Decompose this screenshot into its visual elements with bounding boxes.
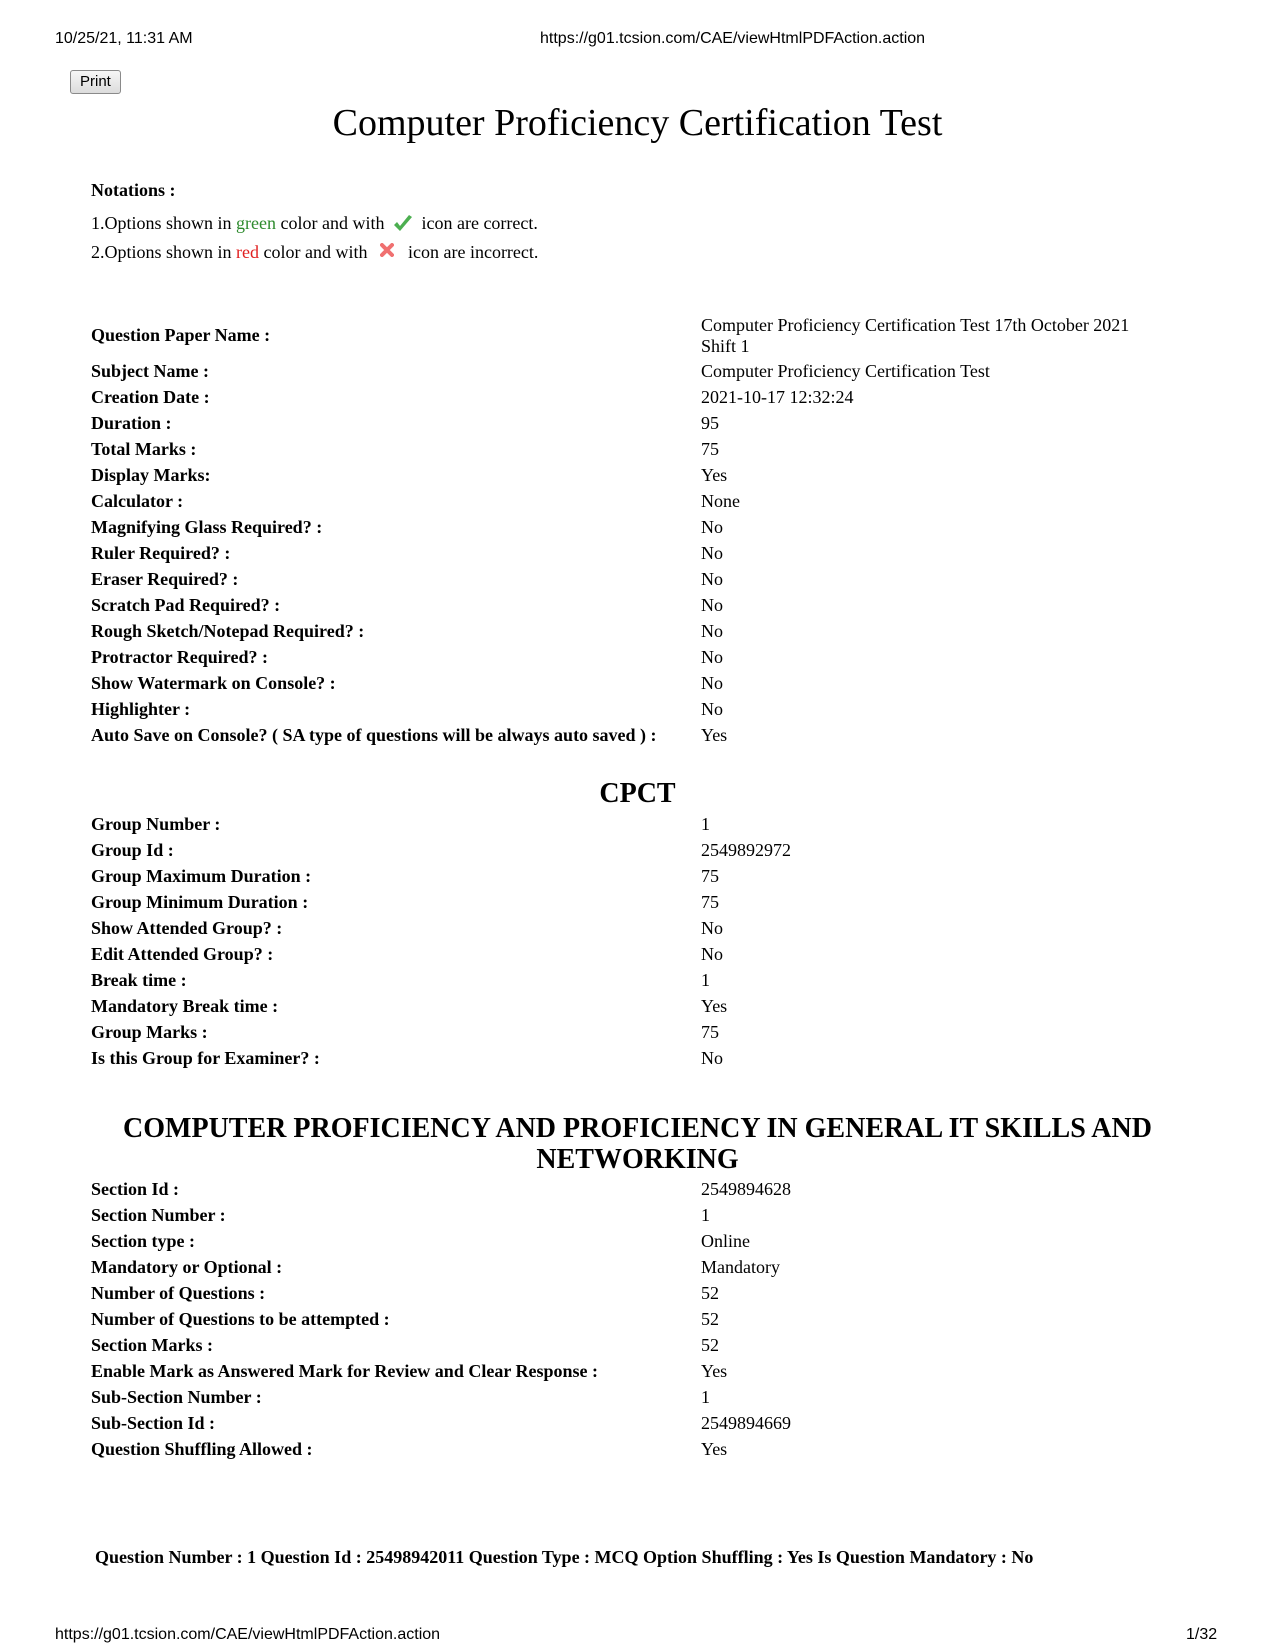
info-value: 1 [701,969,710,990]
info-label: Subject Name : [91,360,209,381]
info-value: 75 [701,438,719,459]
info-value: 1 [701,813,710,834]
info-label: Section Marks : [91,1334,213,1355]
info-value: No [701,917,723,938]
info-value: No [701,646,723,667]
info-row [91,384,1161,410]
info-row [91,1410,791,1436]
info-row [91,1202,791,1228]
question-header-line: Question Number : 1 Question Id : 25498942011 Question Type : MCQ Option Shuffling : Yes Is Question Mandatory : No [95,1547,1034,1567]
notation-incorrect-post: icon are incorrect. [407,242,539,262]
info-label: Magnifying Glass Required? : [91,516,323,537]
page-title: Computer Proficiency Certification Test [332,102,943,144]
info-label: Ruler Required? : [91,542,231,563]
info-value: Yes [701,1438,728,1459]
notation-incorrect [91,238,538,267]
x-icon [380,241,394,255]
notation-incorrect-mid: color and with [259,242,372,262]
info-label: Sub-Section Id : [91,1412,216,1433]
group-title: CPCT [599,778,676,809]
info-row [91,670,1161,696]
info-value: Online [701,1230,750,1251]
info-row [91,1358,791,1384]
info-row [91,1176,791,1202]
paper-info-table [91,313,1161,748]
info-value: Yes [701,464,728,485]
info-label: Group Number : [91,813,221,834]
info-label: Section Number : [91,1204,226,1225]
info-row [91,967,791,993]
info-row [91,1254,791,1280]
section-info-table [91,1176,791,1462]
info-value: No [701,542,723,563]
check-icon [393,215,413,233]
info-value: No [701,568,723,589]
notation-correct-post: icon are correct. [416,213,538,233]
info-row [91,358,1161,384]
info-row [91,993,791,1019]
info-row [91,696,1161,722]
info-value: No [701,1047,723,1068]
notations-title: Notations : [91,180,176,200]
info-value: 2549892972 [701,839,791,860]
notation-green-word: green [236,213,276,233]
info-value: 2549894628 [701,1178,791,1199]
info-row [91,722,1161,748]
print-button[interactable]: Print [70,70,121,94]
info-value: No [701,943,723,964]
info-value: Yes [701,1360,728,1381]
info-value: None [701,490,740,511]
info-label: Calculator : [91,490,184,511]
info-label: Eraser Required? : [91,568,239,589]
info-value: No [701,620,723,641]
info-row [91,488,1161,514]
info-label: Sub-Section Number : [91,1386,262,1407]
info-value: Computer Proficiency Certification Test [701,360,990,381]
info-value: 75 [701,891,719,912]
info-row [91,566,1161,592]
info-value: 2549894669 [701,1412,791,1433]
info-value: No [701,698,723,719]
info-value: 95 [701,412,719,433]
notation-correct-mid: color and with [276,213,389,233]
info-value: 75 [701,865,719,886]
info-label: Group Minimum Duration : [91,891,309,912]
info-value: 52 [701,1308,719,1329]
section-title: COMPUTER PROFICIENCY AND PROFICIENCY IN GENERAL IT SKILLS AND NETWORKING [123,1113,1152,1175]
info-row [91,1045,791,1071]
info-label: Enable Mark as Answered Mark for Review and Clear Response : [91,1360,598,1381]
info-label: Section Id : [91,1178,180,1199]
info-value: Computer Proficiency Certification Test 17th October 2021 Shift 1 [701,314,1130,356]
info-row [91,592,1161,618]
print-header-url: https://g01.tcsion.com/CAE/viewHtmlPDFAction.action [540,30,926,47]
info-row [91,313,1161,358]
info-label: Show Attended Group? : [91,917,283,938]
info-label: Creation Date : [91,386,210,407]
info-label: Rough Sketch/Notepad Required? : [91,620,365,641]
info-value: 52 [701,1282,719,1303]
notations-block [91,180,538,267]
info-label: Question Shuffling Allowed : [91,1438,313,1459]
info-label: Highlighter : [91,698,191,719]
info-row [91,514,1161,540]
info-label: Question Paper Name : [91,325,271,345]
info-row [91,941,791,967]
info-value: 1 [701,1204,710,1225]
info-row [91,1384,791,1410]
info-label: Mandatory Break time : [91,995,279,1016]
info-value: No [701,516,723,537]
info-row [91,410,1161,436]
info-value: Mandatory [701,1256,780,1277]
notation-correct-pre: 1.Options shown in [91,213,237,233]
info-label: Protractor Required? : [91,646,268,667]
info-label: Mandatory or Optional : [91,1256,283,1277]
print-footer-url: https://g01.tcsion.com/CAE/viewHtmlPDFAction.action [55,1626,441,1643]
info-value: 1 [701,1386,710,1407]
info-label: Break time : [91,969,187,990]
info-label: Display Marks: [91,464,211,485]
info-row [91,1019,791,1045]
info-row [91,644,1161,670]
info-row [91,837,791,863]
info-row [91,1332,791,1358]
info-row [91,436,1161,462]
notation-red-word: red [236,242,259,262]
group-info-table [91,811,791,1071]
print-header-datetime: 10/25/21, 11:31 AM [55,30,193,47]
print-footer-page-number: 1/32 [1186,1626,1218,1643]
info-value: Yes [701,995,728,1016]
info-label: Total Marks : [91,438,197,459]
info-value: 52 [701,1334,719,1355]
info-row [91,618,1161,644]
info-value: No [701,594,723,615]
info-label: Group Maximum Duration : [91,865,312,886]
info-label: Show Watermark on Console? : [91,672,336,693]
info-row [91,1280,791,1306]
info-label: Duration : [91,412,172,433]
info-row [91,1436,791,1462]
info-row [91,462,1161,488]
info-row [91,540,1161,566]
info-value: 2021-10-17 12:32:24 [701,386,854,407]
info-row [91,863,791,889]
info-value: No [701,672,723,693]
info-label: Group Marks : [91,1021,208,1042]
info-label: Section type : [91,1230,195,1251]
info-label: Number of Questions to be attempted : [91,1308,390,1329]
info-row [91,1228,791,1254]
info-label: Scratch Pad Required? : [91,594,281,615]
notation-correct [91,209,538,238]
info-value: 75 [701,1021,719,1042]
info-label: Number of Questions : [91,1282,266,1303]
info-label: Group Id : [91,839,174,860]
info-value: Yes [701,724,728,745]
info-row [91,915,791,941]
info-row [91,811,791,837]
info-label: Edit Attended Group? : [91,943,274,964]
info-label: Auto Save on Console? ( SA type of questions will be always auto saved ) : [91,724,657,745]
info-row [91,1306,791,1332]
info-row [91,889,791,915]
notation-incorrect-pre: 2.Options shown in [91,242,237,262]
info-label: Is this Group for Examiner? : [91,1047,320,1068]
